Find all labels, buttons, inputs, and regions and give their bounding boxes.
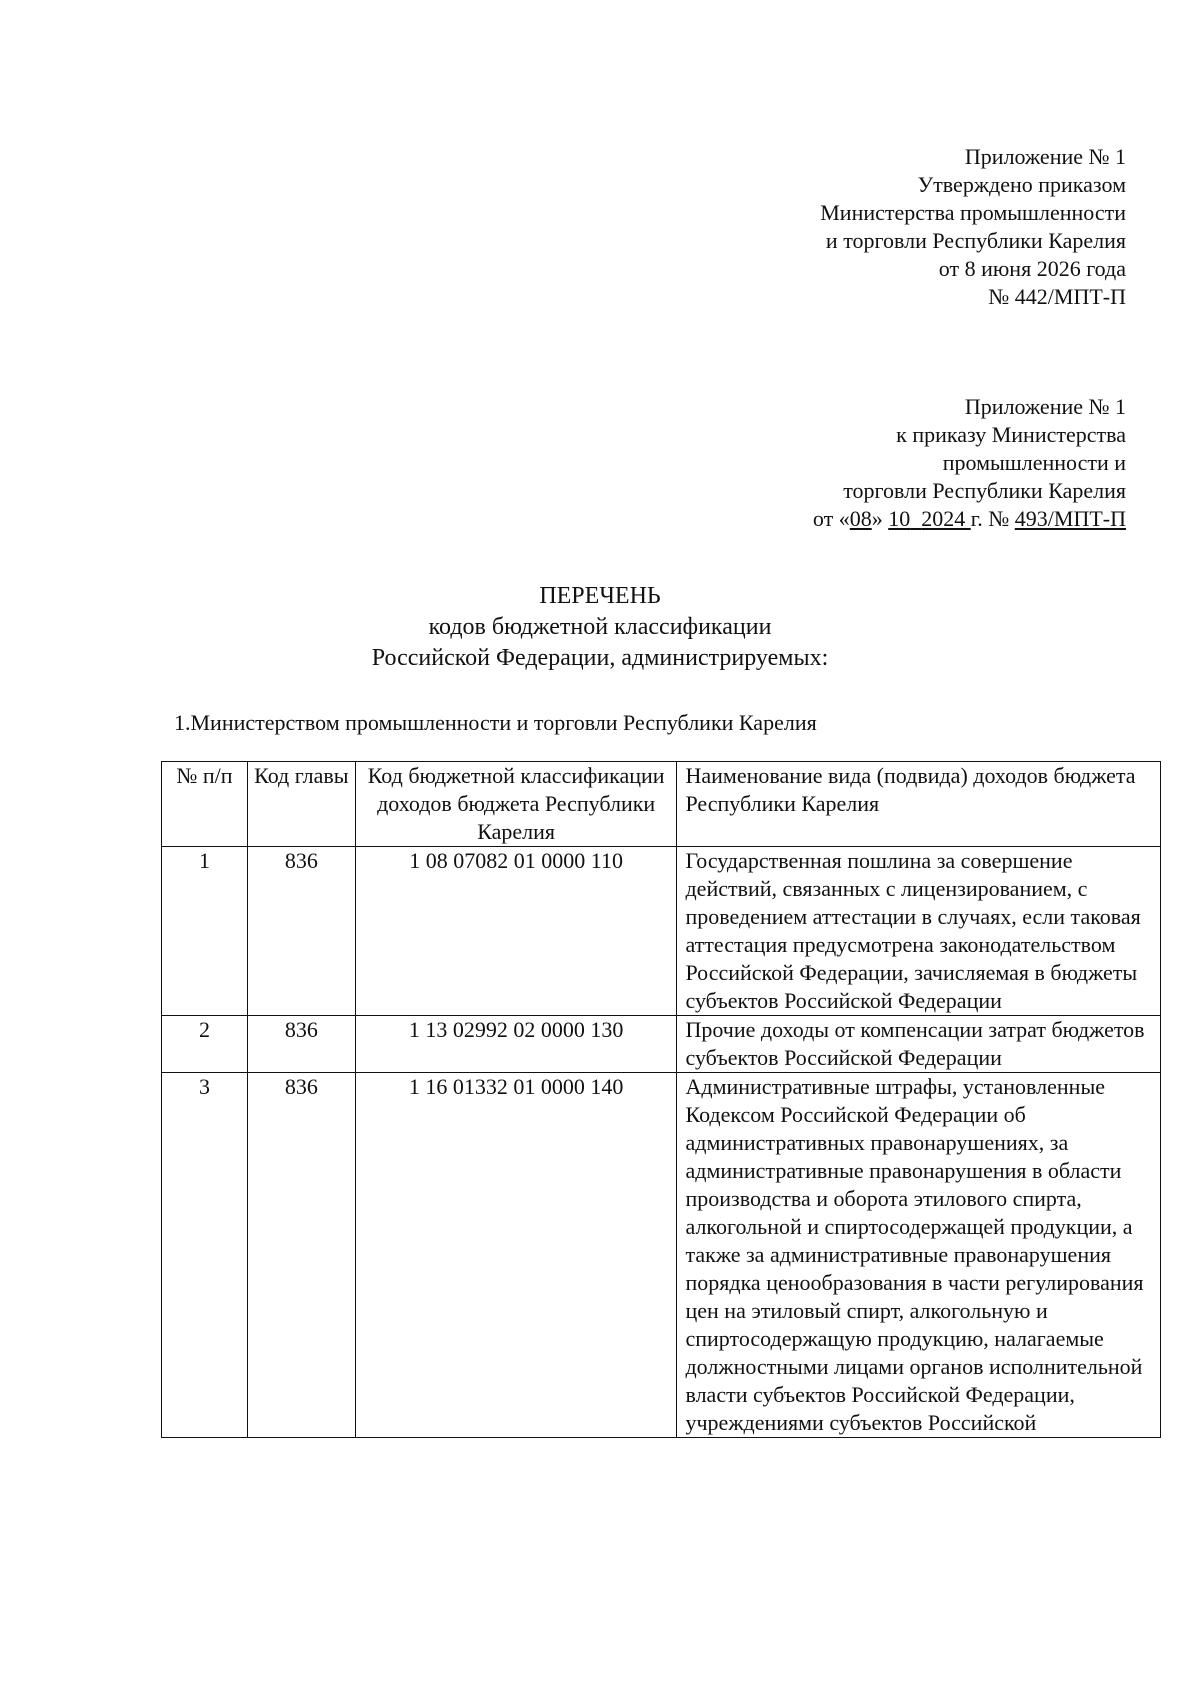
appendix-line: промышленности и — [942, 450, 1126, 475]
approval-line: от 8 июня 2026 года — [938, 256, 1126, 281]
date-sep2 — [910, 506, 921, 531]
table-header-row — [162, 762, 1161, 847]
table-row — [162, 847, 1161, 1016]
header-num: № п/п — [162, 762, 248, 847]
row-chapter: 836 — [247, 1073, 355, 1438]
row-num: 2 — [162, 1016, 248, 1073]
title-line: ПЕРЕЧЕНЬ — [539, 583, 661, 609]
appendix-line: к приказу Министерства — [896, 422, 1126, 447]
approval-line: Утверждено приказом — [917, 172, 1126, 197]
date-day: 08 — [849, 506, 872, 531]
row-num: 3 — [162, 1073, 248, 1438]
approval-line: и торговли Республики Карелия — [825, 228, 1126, 253]
date-mid: г. № — [970, 506, 1015, 531]
row-code: 1 13 02992 02 0000 130 — [355, 1016, 677, 1073]
approval-line: Министерства промышленности — [820, 200, 1126, 225]
row-income-name: Прочие доходы от компенсации затрат бюджетов субъектов Российской Федерации — [677, 1016, 1161, 1073]
date-prefix: от « — [812, 506, 850, 531]
row-code: 1 08 07082 01 0000 110 — [355, 847, 677, 1016]
appendix-line: торговли Республики Карелия — [843, 478, 1126, 503]
appendix-header — [813, 393, 1126, 533]
header-income-name: Наименование вида (подвида) доходов бюджета Республики Карелия — [677, 762, 1161, 847]
document-title — [0, 581, 1200, 674]
row-code: 1 16 01332 01 0000 140 — [355, 1073, 677, 1438]
row-chapter: 836 — [247, 847, 355, 1016]
row-income-name: Административные штрафы, установленные Кодексом Российской Федерации об административных правонарушениях, за административные правонарушения в области производства и оборота этилового спирта, алкогольной и спиртосодержащей продукции, а также за административные правонарушения порядка ценообразования в части регулирования цен на этиловый спирт, алкогольную и спиртосодержащую продукцию, налагаемые должностными лицами органов исполнительной власти субъектов Российской Федерации, учреждениями субъектов Российской — [677, 1073, 1161, 1438]
table-row — [162, 1073, 1161, 1438]
appendix-date-line — [813, 505, 1126, 533]
order-number: 493/МПТ-П — [1014, 506, 1126, 531]
title-line: кодов бюджетной классификации — [428, 614, 772, 640]
header-chapter-code: Код главы — [247, 762, 355, 847]
appendix-line: Приложение № 1 — [964, 394, 1126, 419]
table-row — [162, 1016, 1161, 1073]
section-heading: 1.Министерством промышленности и торговли Республики Карелия — [174, 710, 817, 735]
date-year: 2024 — [921, 506, 971, 531]
budget-codes-table — [161, 761, 1161, 1438]
approval-stamp — [820, 143, 1126, 311]
date-month: 10 — [888, 506, 911, 531]
title-line: Российской Федерации, администрируемых: — [371, 645, 829, 671]
date-sep1: » — [871, 506, 889, 531]
row-chapter: 836 — [247, 1016, 355, 1073]
row-income-name: Государственная пошлина за совершение действий, связанных с лицензированием, с проведением аттестации в случаях, если таковая аттестация предусмотрена законодательством Российской Федерации, зачисляемая в бюджеты субъектов Российской Федерации — [677, 847, 1161, 1016]
approval-line: № 442/МПТ-П — [988, 284, 1126, 309]
header-budget-code: Код бюджетной классификации доходов бюджета Республики Карелия — [355, 762, 677, 847]
row-num: 1 — [162, 847, 248, 1016]
approval-line: Приложение № 1 — [964, 144, 1126, 169]
